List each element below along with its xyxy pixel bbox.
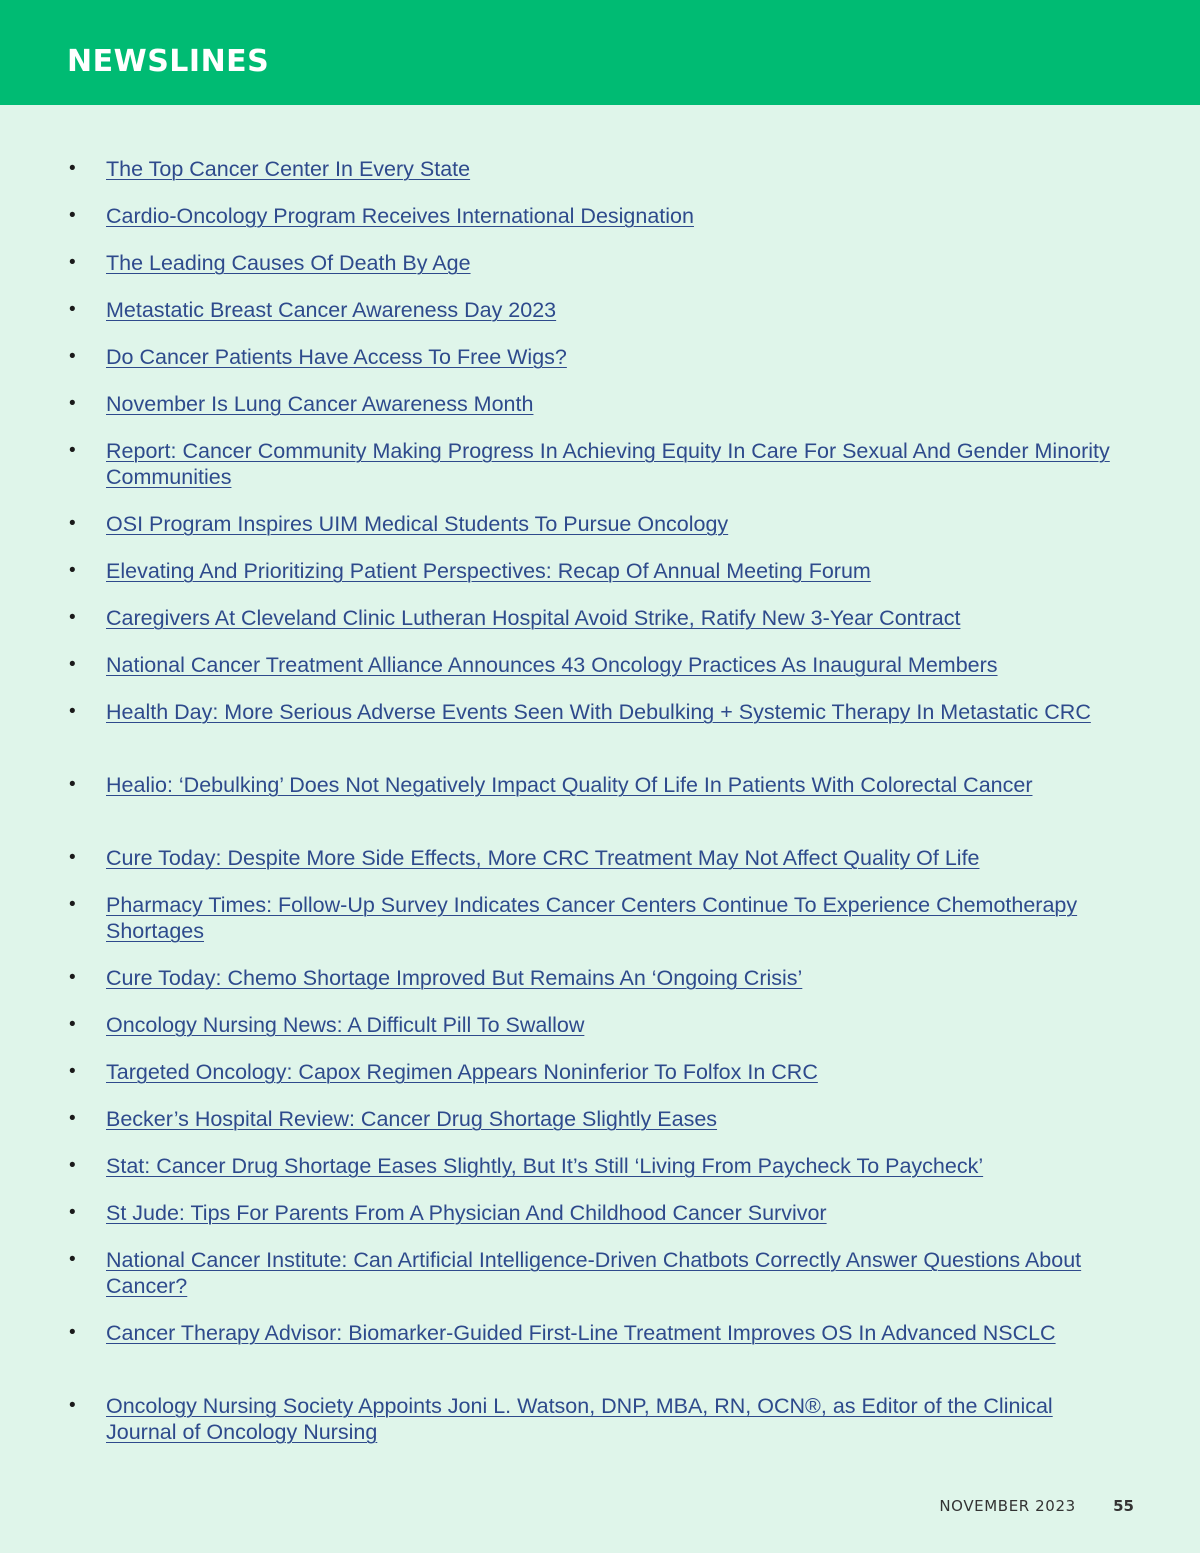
article-link[interactable]: Cancer Therapy Advisor: Biomarker-Guided First-Line Treatment Improves OS In Advanced NSCLC: [106, 1321, 1056, 1345]
article-link[interactable]: National Cancer Institute: Can Artificial Intelligence-Driven Chatbots Correctly Answer Questions About Cancer?: [106, 1248, 1082, 1298]
bullet-icon: •: [69, 607, 76, 628]
bullet-icon: •: [69, 701, 76, 722]
bullet-icon: •: [69, 967, 76, 988]
article-link[interactable]: Health Day: More Serious Adverse Events Seen With Debulking + Systemic Therapy In Metastatic CRC: [106, 700, 1091, 724]
page-footer: [939, 1497, 1134, 1515]
article-link[interactable]: Cardio-Oncology Program Receives International Designation: [106, 204, 694, 228]
bullet-icon: •: [69, 252, 76, 273]
article-link[interactable]: Report: Cancer Community Making Progress In Achieving Equity In Care For Sexual And Gender Minority Communities: [106, 439, 1110, 489]
bullet-icon: •: [69, 774, 76, 795]
article-link[interactable]: Targeted Oncology: Capox Regimen Appears Noninferior To Folfox In CRC: [106, 1060, 818, 1084]
article-link[interactable]: Stat: Cancer Drug Shortage Eases Slightly, But It’s Still ‘Living From Paycheck To Paycheck’: [106, 1154, 984, 1178]
bullet-icon: •: [69, 440, 76, 461]
bullet-icon: •: [69, 1395, 76, 1416]
bullet-icon: •: [69, 560, 76, 581]
article-link[interactable]: Oncology Nursing News: A Difficult Pill To Swallow: [106, 1013, 585, 1037]
bullet-icon: •: [69, 1014, 76, 1035]
bullet-icon: •: [69, 205, 76, 226]
bullet-icon: •: [69, 1155, 76, 1176]
bullet-icon: •: [69, 513, 76, 534]
bullet-icon: •: [69, 1202, 76, 1223]
article-link[interactable]: Cure Today: Chemo Shortage Improved But Remains An ‘Ongoing Crisis’: [106, 966, 803, 990]
bullet-icon: •: [69, 654, 76, 675]
bullet-icon: •: [69, 1249, 76, 1270]
article-link[interactable]: November Is Lung Cancer Awareness Month: [106, 392, 534, 416]
header-bar: [0, 0, 1200, 105]
article-link[interactable]: Metastatic Breast Cancer Awareness Day 2023: [106, 298, 557, 322]
footer-month: NOVEMBER 2023: [939, 1497, 1076, 1515]
bullet-icon: •: [69, 1061, 76, 1082]
article-link[interactable]: The Top Cancer Center In Every State: [106, 157, 471, 181]
bullet-icon: •: [69, 299, 76, 320]
article-link[interactable]: The Leading Causes Of Death By Age: [106, 251, 471, 275]
article-link[interactable]: OSI Program Inspires UIM Medical Students To Pursue Oncology: [106, 512, 729, 536]
page-number: 55: [1113, 1497, 1134, 1515]
article-link[interactable]: Oncology Nursing Society Appoints Joni L. Watson, DNP, MBA, RN, OCN®, as Editor of the Clinical Journal of Oncology Nursing: [106, 1394, 1053, 1444]
article-link[interactable]: National Cancer Treatment Alliance Announces 43 Oncology Practices As Inaugural Members: [106, 653, 998, 677]
article-link[interactable]: Becker’s Hospital Review: Cancer Drug Shortage Slightly Eases: [106, 1107, 718, 1131]
bullet-icon: •: [69, 1108, 76, 1129]
bullet-icon: •: [69, 894, 76, 915]
article-link[interactable]: Caregivers At Cleveland Clinic Lutheran Hospital Avoid Strike, Ratify New 3-Year Contract: [106, 606, 961, 630]
article-link[interactable]: Cure Today: Despite More Side Effects, More CRC Treatment May Not Affect Quality Of Life: [106, 846, 980, 870]
article-link[interactable]: Pharmacy Times: Follow-Up Survey Indicates Cancer Centers Continue To Experience Chemotherapy Shortages: [106, 893, 1078, 943]
article-link[interactable]: Elevating And Prioritizing Patient Perspectives: Recap Of Annual Meeting Forum: [106, 559, 871, 583]
bullet-icon: •: [69, 393, 76, 414]
bullet-icon: •: [69, 1322, 76, 1343]
page-title: NEWSLINES: [67, 44, 270, 79]
article-link[interactable]: St Jude: Tips For Parents From A Physician And Childhood Cancer Survivor: [106, 1201, 827, 1225]
bullet-icon: •: [69, 158, 76, 179]
article-link[interactable]: Do Cancer Patients Have Access To Free Wigs?: [106, 345, 567, 369]
bullet-icon: •: [69, 346, 76, 367]
article-link[interactable]: Healio: ‘Debulking’ Does Not Negatively Impact Quality Of Life In Patients With Colorectal Cancer: [106, 773, 1033, 797]
bullet-icon: •: [69, 847, 76, 868]
